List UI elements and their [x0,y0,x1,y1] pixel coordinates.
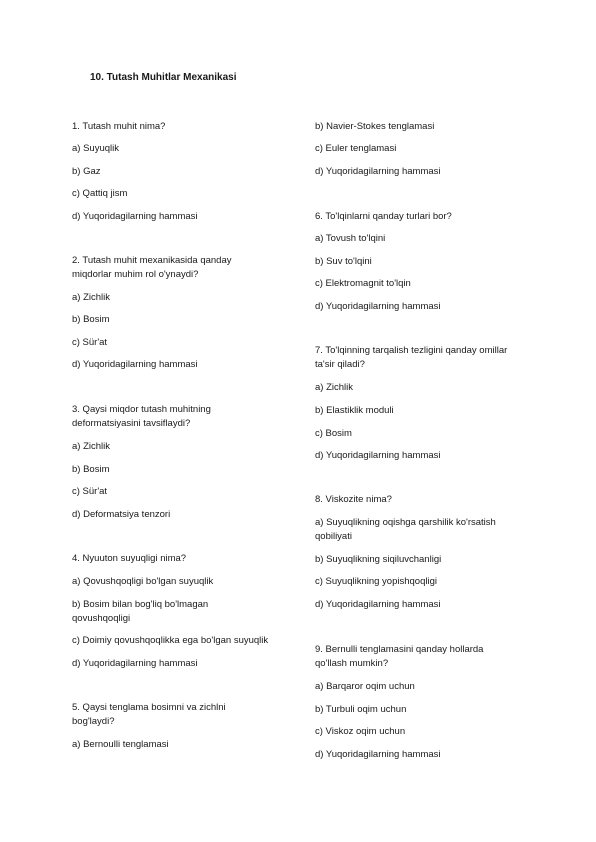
question-3-line-2: deformatsiyasini tavsiflaydi? [72,418,191,429]
question-4: 4. Nyuuton suyuqligi nima? [72,553,187,564]
q9-option-a: a) Barqaror oqim uchun [315,681,415,692]
q6-option-c: c) Elektromagnit to'lqin [315,278,411,289]
question-7-line-2: ta'sir qiladi? [315,359,365,370]
q1-option-b: b) Gaz [72,166,101,177]
q2-option-a: a) Zichlik [72,292,111,303]
question-9-line-1: 9. Bernulli tenglamasini qanday hollarda [315,644,484,655]
question-5-line-2: bog'laydi? [72,716,115,727]
q4-option-a: a) Qovushqoqligi bo'lgan suyuqlik [72,576,214,587]
q4-option-b-line-2: qovushqoqligi [72,613,131,624]
q8-option-b: b) Suyuqlikning siqiluvchanligi [315,554,442,565]
q9-option-c: c) Viskoz oqim uchun [315,726,406,737]
q7-option-a: a) Zichlik [315,382,354,393]
question-6: 6. To'lqinlarni qanday turlari bor? [315,211,452,222]
q3-option-d: d) Deformatsiya tenzori [72,509,171,520]
q4-option-d: d) Yuqoridagilarning hammasi [72,658,198,669]
q3-option-a: a) Zichlik [72,441,111,452]
q8-option-c: c) Suyuqlikning yopishqoqligi [315,576,437,587]
question-2-line-2: miqdorlar muhim rol o'ynaydi? [72,269,199,280]
q7-option-d: d) Yuqoridagilarning hammasi [315,450,441,461]
q3-option-c: c) Sür'at [72,486,108,497]
q6-option-d: d) Yuqoridagilarning hammasi [315,301,441,312]
q9-option-d: d) Yuqoridagilarning hammasi [315,749,441,760]
q8-option-a-line-2: qobiliyati [315,531,352,542]
q5-option-a: a) Bernoulli tenglamasi [72,739,169,750]
q5-option-d: d) Yuqoridagilarning hammasi [315,166,441,177]
q2-option-c: c) Sür'at [72,337,108,348]
q5-option-b: b) Navier-Stokes tenglamasi [315,121,435,132]
q4-option-c: c) Doimiy qovushqoqlikka ega bo'lgan suyuqlik [72,635,269,646]
q3-option-b: b) Bosim [72,464,110,475]
q8-option-d: d) Yuqoridagilarning hammasi [315,599,441,610]
question-2-line-1: 2. Tutash muhit mexanikasida qanday [72,255,232,266]
question-8: 8. Viskozite nima? [315,494,392,505]
q7-option-b: b) Elastiklik moduli [315,405,394,416]
question-1: 1. Tutash muhit nima? [72,121,166,132]
q6-option-a: a) Tovush to'lqini [315,233,386,244]
q1-option-a: a) Suyuqlik [72,143,119,154]
q7-option-c: c) Bosim [315,428,352,439]
question-3-line-1: 3. Qaysi miqdor tutash muhitning [72,404,211,415]
q1-option-d: d) Yuqoridagilarning hammasi [72,211,198,222]
q5-option-c: c) Euler tenglamasi [315,143,397,154]
question-7-line-1: 7. To'lqinning tarqalish tezligini qanday omillar [315,345,508,356]
q6-option-b: b) Suv to'lqini [315,256,372,267]
q8-option-a-line-1: a) Suyuqlikning oqishga qarshilik ko'rsatish [315,517,496,528]
question-9-line-2: qo'llash mumkin? [315,658,389,669]
q2-option-b: b) Bosim [72,314,110,325]
page-title: 10. Tutash Muhitlar Mexanikasi [90,72,237,83]
question-5-line-1: 5. Qaysi tenglama bosimni va zichlni [72,702,226,713]
q1-option-c: c) Qattiq jism [72,188,128,199]
q2-option-d: d) Yuqoridagilarning hammasi [72,359,198,370]
q9-option-b: b) Turbuli oqim uchun [315,704,407,715]
q4-option-b-line-1: b) Bosim bilan bog'liq bo'lmagan [72,599,209,610]
